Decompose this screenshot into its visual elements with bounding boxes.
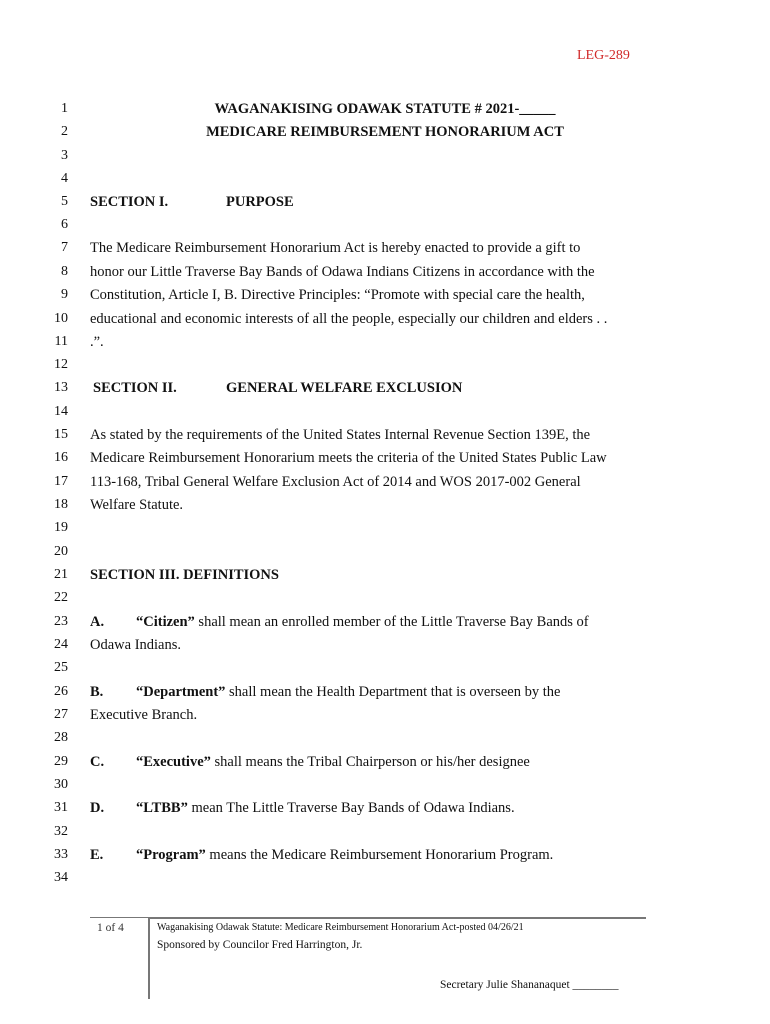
line-number: 14	[54, 404, 68, 419]
definition-term: “LTBB”	[136, 800, 188, 816]
definition-text: mean The Little Traverse Bay Bands of Odawa Indians.	[187, 800, 515, 816]
section-1-line: educational and economic interests of all the people, especially our children and elders . .	[90, 311, 608, 327]
definition-text: shall mean the Health Department that is overseen by the	[225, 684, 561, 700]
line-number: 23	[54, 614, 68, 629]
line-number: 11	[54, 334, 68, 349]
statute-title: WAGANAKISING ODAWAK STATUTE # 2021-_____	[214, 101, 556, 117]
section-1-heading: SECTION I.	[90, 194, 169, 210]
line-number: 33	[54, 847, 68, 862]
line-number: 24	[54, 637, 68, 652]
line-number: 3	[61, 148, 68, 163]
line-number: 26	[54, 684, 68, 699]
footer-divider	[148, 917, 150, 999]
definition-ltbb	[136, 800, 515, 817]
definition-letter: B.	[90, 684, 104, 700]
line-number: 31	[54, 800, 68, 815]
definition-term: “Program”	[136, 847, 206, 863]
line-number: 19	[54, 520, 68, 535]
definition-term: “Executive”	[136, 754, 211, 770]
definition-text: shall means the Tribal Chairperson or his/her designee	[210, 754, 530, 770]
act-title: MEDICARE REIMBURSEMENT HONORARIUM ACT	[206, 124, 564, 140]
line-number: 28	[54, 730, 68, 745]
definition-executive	[136, 754, 530, 771]
line-number: 8	[61, 264, 68, 279]
definition-citizen	[136, 614, 589, 631]
definition-letter: A.	[90, 614, 105, 630]
section-1-line: honor our Little Traverse Bay Bands of Odawa Indians Citizens in accordance with the	[90, 264, 595, 280]
section-2-title: GENERAL WELFARE EXCLUSION	[226, 380, 463, 396]
line-number: 13	[54, 380, 68, 395]
definition-continuation: Odawa Indians.	[90, 637, 182, 653]
line-number: 12	[54, 357, 68, 372]
line-number: 5	[61, 194, 68, 209]
line-number: 29	[54, 754, 68, 769]
line-number: 27	[54, 707, 68, 722]
footer-posted: Waganakising Odawak Statute: Medicare Reimbursement Honorarium Act-posted 04/26/21	[157, 922, 524, 933]
line-number: 7	[61, 240, 68, 255]
line-number: 18	[54, 497, 68, 512]
line-number: 6	[61, 217, 68, 232]
definition-term: “Department”	[136, 684, 226, 700]
line-number: 10	[54, 311, 68, 326]
page-number: 1 of 4	[97, 922, 124, 934]
definition-department	[136, 684, 560, 701]
line-number: 32	[54, 824, 68, 839]
footer-rule	[150, 917, 646, 919]
section-2-line: Welfare Statute.	[90, 497, 184, 513]
line-number: 20	[54, 544, 68, 559]
line-number: 15	[54, 427, 68, 442]
definition-continuation: Executive Branch.	[90, 707, 198, 723]
section-2-line: 113-168, Tribal General Welfare Exclusion Act of 2014 and WOS 2017-002 General	[90, 474, 581, 490]
section-2-line: As stated by the requirements of the United States Internal Revenue Section 139E, the	[90, 427, 591, 443]
footer-rule	[90, 917, 148, 918]
definition-term: “Citizen”	[136, 614, 195, 630]
section-1-line: Constitution, Article I, B. Directive Principles: “Promote with special care the health,	[90, 287, 585, 303]
line-number: 1	[61, 101, 68, 116]
definition-letter: C.	[90, 754, 105, 770]
line-number: 22	[54, 590, 68, 605]
section-1-line: The Medicare Reimbursement Honorarium Act is hereby enacted to provide a gift to	[90, 240, 581, 256]
definition-text: means the Medicare Reimbursement Honorarium Program.	[205, 847, 554, 863]
document-code: LEG-289	[577, 48, 630, 63]
definition-letter: D.	[90, 800, 105, 816]
section-1-title: PURPOSE	[226, 194, 294, 210]
line-number: 4	[61, 171, 68, 186]
section-2-heading: SECTION II.	[93, 380, 177, 396]
line-number: 2	[61, 124, 68, 139]
footer-secretary: Secretary Julie Shananaquet ________	[440, 979, 619, 991]
line-number: 34	[54, 870, 68, 885]
definition-letter: E.	[90, 847, 104, 863]
footer-sponsor: Sponsored by Councilor Fred Harrington, Jr.	[157, 939, 363, 951]
line-number: 9	[61, 287, 68, 302]
section-1-line: .”.	[90, 334, 104, 350]
definition-program	[136, 847, 553, 864]
line-number: 21	[54, 567, 68, 582]
section-3-heading: SECTION III. DEFINITIONS	[90, 567, 279, 583]
line-number: 17	[54, 474, 68, 489]
definition-text: shall mean an enrolled member of the Little Traverse Bay Bands of	[194, 614, 589, 630]
line-number: 25	[54, 660, 68, 675]
line-number: 16	[54, 450, 68, 465]
section-2-line: Medicare Reimbursement Honorarium meets the criteria of the United States Public Law	[90, 450, 607, 466]
line-number: 30	[54, 777, 68, 792]
